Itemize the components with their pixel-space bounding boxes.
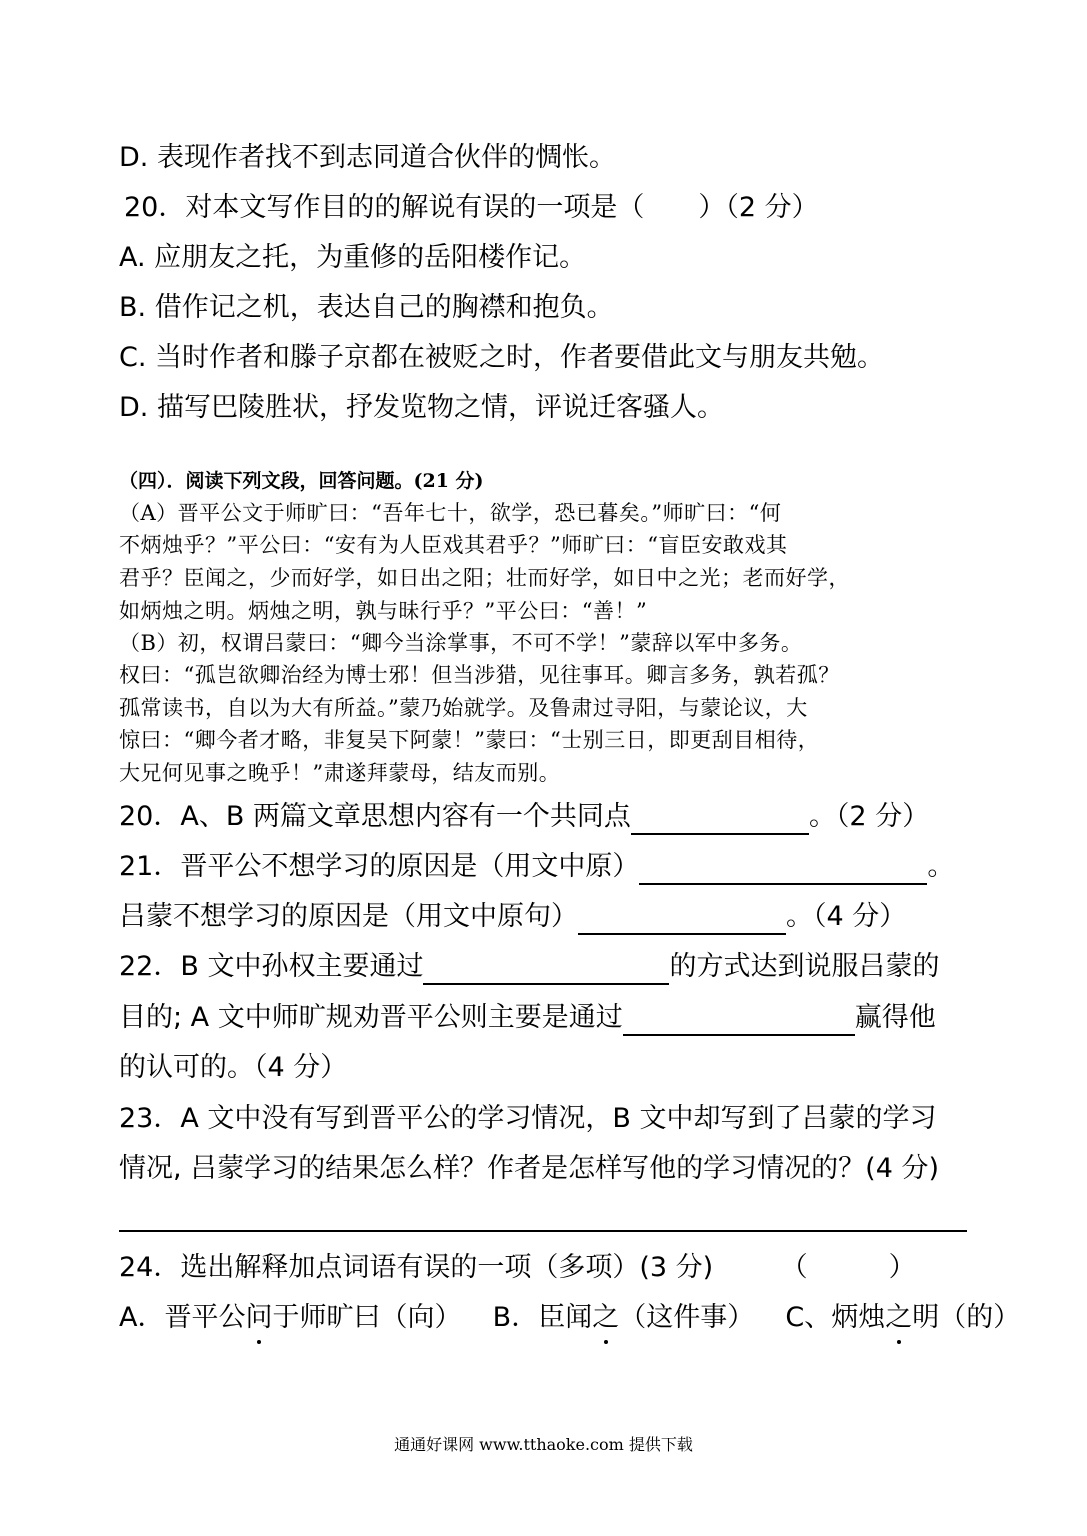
page-footer: 通通好课网 www.tthaoke.com 提供下载: [394, 1435, 693, 1454]
answer-blank[interactable]: [423, 955, 669, 985]
passage-line: 权曰：“孤岂欲卿治经为博士邪！但当涉猎，见往事耳。卿言多务，孰若孤？: [119, 663, 840, 687]
question-text: 。（4 分）: [786, 901, 907, 932]
question-24: 24．选出解释加点词语有误的一项（多项）(3 分) （ ）: [119, 1252, 916, 1283]
option-b: B．臣闻之（这件事）: [493, 1302, 755, 1333]
answer-blank[interactable]: [631, 805, 809, 835]
passage-line: 君乎？臣闻之，少而好学，如日出之阳；壮而好学，如日中之光；老而好学，: [119, 566, 850, 590]
option-a: A．晋平公问于师旷曰（向）: [119, 1302, 461, 1333]
option-19d: D. 表现作者找不到志同道合伙伴的惆怅。: [119, 142, 616, 173]
question-20-shared-point: [119, 799, 929, 835]
question-20: 20．对本文写作目的的解说有误的一项是（ ）（2 分）: [124, 192, 819, 223]
passage-line: 孤常读书，自以为大有所益。”蒙乃始就学。及鲁肃过寻阳，与蒙论议，大: [119, 696, 808, 720]
question-text: 。: [927, 851, 955, 882]
option-20b: B. 借作记之机，表达自己的胸襟和抱负。: [119, 292, 614, 323]
option-20c: C. 当时作者和滕子京都在被贬之时，作者要借此文与朋友共勉。: [119, 342, 885, 373]
section-title: （四）．阅读下列文段，回答问题。(21 分): [119, 470, 484, 492]
passage-line: 惊曰：“卿今者才略，非复吴下阿蒙！”蒙曰：“士别三日，即更刮目相待，: [119, 728, 820, 752]
question-22: [119, 949, 939, 985]
question-text: 的方式达到说服吕蒙的: [669, 951, 940, 982]
question-21b: [119, 899, 906, 935]
dotted-word: 问: [245, 1300, 272, 1336]
dotted-word: 之: [885, 1300, 912, 1336]
question-22b: [119, 1000, 936, 1036]
question-text: 。（2 分）: [808, 801, 930, 832]
answer-blank[interactable]: [639, 855, 927, 885]
passage-line: 不炳烛乎？”平公曰：“安有为人臣戏其君乎？”师旷曰：“盲臣安敢戏其: [119, 533, 788, 557]
answer-blank[interactable]: [623, 1006, 855, 1036]
question-text: 赢得他: [854, 1002, 936, 1033]
passage-line: 大兄何见事之晚乎！”肃遂拜蒙母，结友而别。: [119, 761, 561, 785]
option-20a: A. 应朋友之托，为重修的岳阳楼作记。: [119, 242, 587, 273]
question-23: 23．A 文中没有写到晋平公的学习情况，B 文中却写到了吕蒙的学习: [119, 1103, 937, 1134]
passage-line: （B）初，权谓吕蒙曰：“卿今当涂掌事，不可不学！”蒙辞以军中多务。: [119, 631, 803, 655]
answer-line[interactable]: [119, 1230, 967, 1232]
option-c: C、炳烛之明（的）: [785, 1302, 1020, 1333]
passage-line: 如炳烛之明。炳烛之明，孰与昧行乎？”平公曰：“善！”: [119, 599, 648, 623]
question-text: 21．晋平公不想学习的原因是（用文中原）: [119, 851, 640, 882]
question-21: [119, 849, 954, 885]
question-22c: 的认可的。（4 分）: [119, 1052, 348, 1083]
question-24-options: [119, 1300, 1020, 1336]
passage-line: （A）晋平公文于师旷曰：“吾年七十，欲学，恐已暮矣。”师旷曰：“何: [119, 501, 782, 525]
answer-blank[interactable]: [578, 905, 786, 935]
question-text: 20．A、B 两篇文章思想内容有一个共同点: [119, 801, 631, 832]
dotted-word: 之: [592, 1300, 619, 1336]
option-20d: D. 描写巴陵胜状，抒发览物之情，评说迁客骚人。: [119, 392, 724, 423]
question-23b: 情况, 吕蒙学习的结果怎么样？作者是怎样写他的学习情况的？(4 分): [119, 1153, 939, 1184]
question-text: 目的; A 文中师旷规劝晋平公则主要是通过: [119, 1002, 623, 1033]
question-text: 22．B 文中孙权主要通过: [119, 951, 424, 982]
question-text: 吕蒙不想学习的原因是（用文中原句）: [119, 901, 578, 932]
